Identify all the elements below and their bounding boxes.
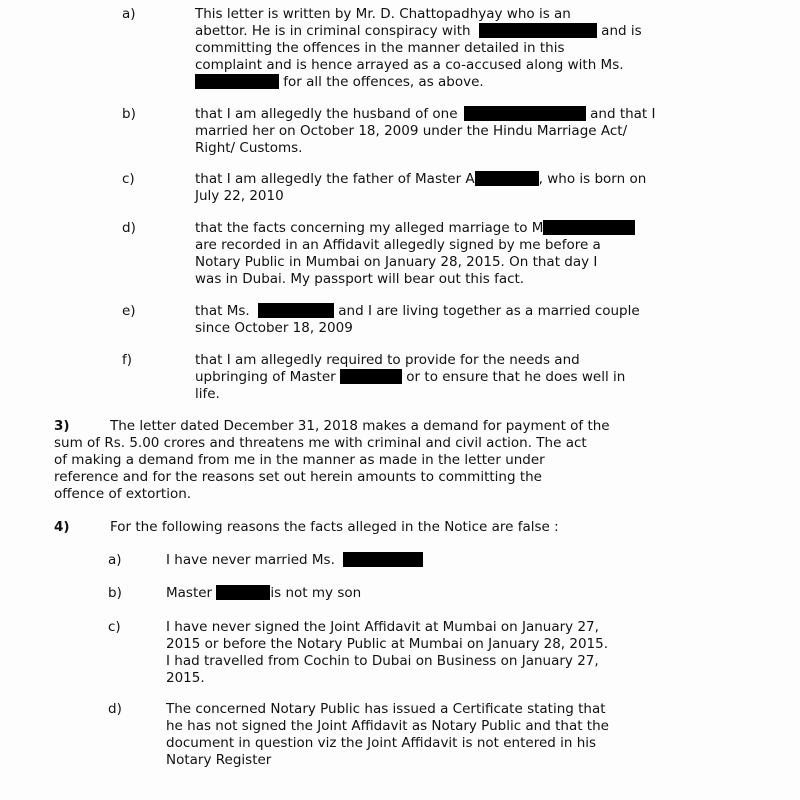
redaction — [195, 74, 279, 89]
sub-item-label: e) — [122, 303, 136, 319]
sub-item-label: b) — [122, 106, 136, 122]
sub-item-text: that I am allegedly required to provide for the needs and upbringing of Master or to ensure that he does well in life. — [195, 352, 626, 402]
redaction — [343, 552, 423, 567]
paragraph-number: 3) — [54, 418, 70, 434]
paragraph-heading: For the following reasons the facts alleged in the Notice are false : — [110, 519, 559, 535]
sub-item-text: This letter is written by Mr. D. Chattopadhyay who is an abettor. He is in criminal conspiracy with and is committing the offences in the manner detailed in this complaint and is hence arrayed as a co-accused along with Ms. for all the offences, as above. — [195, 6, 642, 90]
redaction — [475, 171, 539, 186]
sub-item-label: c) — [108, 619, 121, 635]
sub-item-label: a) — [108, 552, 122, 568]
redaction — [340, 369, 402, 384]
redaction — [543, 220, 635, 235]
sub-item-text: that I am allegedly the husband of one and that I married her on October 18, 2009 under the Hindu Marriage Act/ Right/ Customs. — [195, 106, 656, 156]
redaction — [479, 23, 597, 38]
sub-item-label: b) — [108, 585, 122, 601]
sub-item-text: Master is not my son — [166, 585, 362, 601]
redaction — [464, 106, 586, 121]
sub-item-label: d) — [122, 220, 136, 236]
redaction — [258, 303, 334, 318]
sub-item-label: c) — [122, 171, 135, 187]
sub-item-text: that the facts concerning my alleged marriage to M are recorded in an Affidavit allegedly signed by me before a Notary Public in Mumbai on January 28, 2015. On that day I was in Dubai. My passport will bear out this fact. — [195, 220, 755, 288]
sub-item-text: that Ms. and I are living together as a married couple since October 18, 2009 — [195, 303, 640, 336]
redaction — [216, 585, 270, 600]
sub-item-text: that I am allegedly the father of Master A , who is born on July 22, 2010 — [195, 171, 647, 204]
sub-item-label: a) — [122, 6, 136, 22]
paragraph-number: 4) — [54, 519, 70, 535]
sub-item-label: d) — [108, 701, 122, 717]
sub-item-label: f) — [122, 352, 133, 368]
paragraph-text: The letter dated December 31, 2018 makes a demand for payment of the sum of Rs. 5.00 crores and threatens me with criminal and civil action. The act of making a demand from me in the manner as made in the letter under reference and for the reasons set out herein amounts to committing the offence of extortion. — [54, 418, 610, 502]
sub-item-text: The concerned Notary Public has issued a Certificate stating that he has not signed the Joint Affidavit as Notary Public and that the document in question viz the Joint Affidavit is not entered in his Notary Register — [166, 701, 609, 768]
sub-item-text: I have never married Ms. — [166, 552, 756, 569]
sub-item-text: I have never signed the Joint Affidavit at Mumbai on January 27, 2015 or before the Notary Public at Mumbai on January 28, 2015. I had travelled from Cochin to Dubai on Business on January 27, 2015. — [166, 619, 609, 686]
